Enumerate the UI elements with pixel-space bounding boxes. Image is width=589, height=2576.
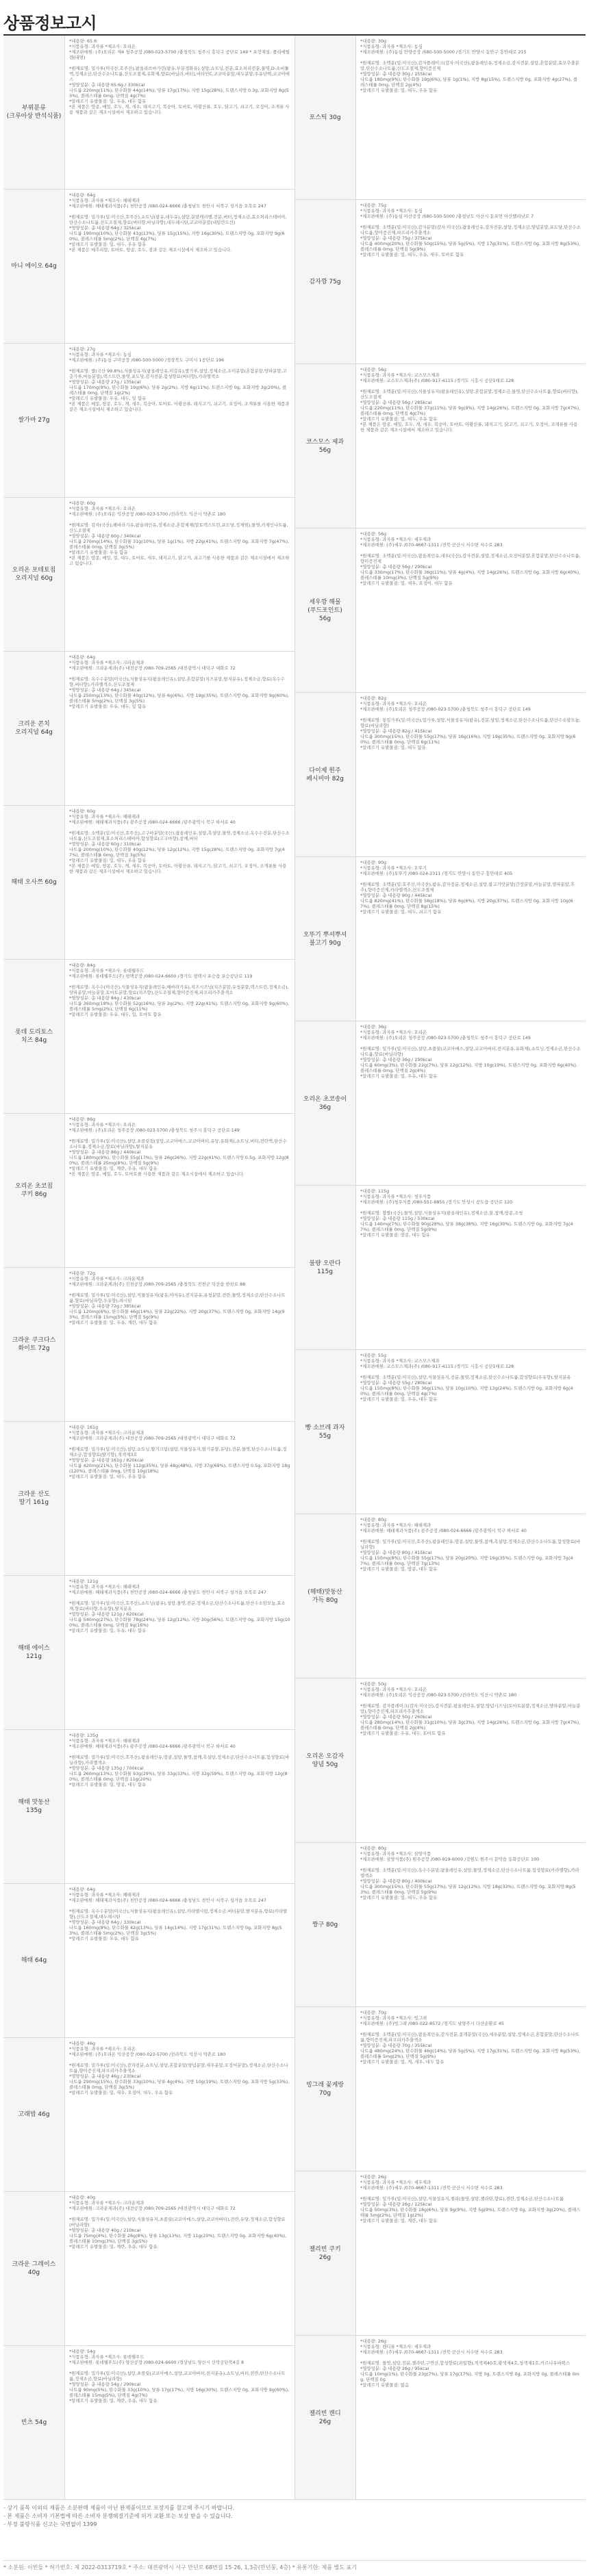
product-details: *내용량: 50g *식품유형: 과자류 *제조사: 오리온 *제조판매원: (주)오리온 익산공장 /080-023-5700 /전라북도 익산시 약촌로 180 *원재료명: 감자플레이크(감자:미국산),감자전분,팜올레인유,설탕,양념시즈닝(토마토분말,정제소금,양파분말,마늘분말),향미증진제,파프리카추출색소 *영양성분: 총 내용량 50g / 260kcal 나트륨 280mg(14%), 탄수화물 31g(10%), 당류 3g(3%), 지방 14g(26%), 트랜스지방 0g, 포화지방 7g(47%), 콜레스테롤 0mg, 단백질 2g(4%) *알레르기 유발물질: 우유, 대두, 토마토 함유 — [360, 1681, 581, 1736]
product-details: *내용량: 26g *식품유형: 캔디류 *제조사: 세우제과 *제조판매원: (주)세우 /070-4667-1311 /전북 군산시 서수면 서수로 283 *원재료명: 물엿,설탕,전분,젤라틴,구연산,합성향료(과일향),적색제40호,황색제4호,청색제1호,카르나우바왁스 *영양성분: 총 내용량 26g / 95kcal 나트륨 10mg(1%), 탄수화물 23g(7%), 당류 17g(17%), 지방 0g, 트랜스지방 0g, 포화지방 0g, 콜레스테롤 0mg, 단백질 0g *알레르기 유발물질: 없음 — [360, 2338, 579, 2388]
footer-info: * 소분원: 이빈들 * 허가번호: 제 2022-0313719호 * 주소: 대전광역시 서구 만년로 68번길 15-26, 1,3층(만년동, 4층) * 유통기한: 제품 별도 표기 — [3, 2560, 586, 2572]
product-info-table — [3, 36, 586, 2500]
product-name: 롯데 도리토스 치즈 84g — [3, 960, 65, 1113]
product-row — [294, 2007, 586, 2171]
product-details: *내용량: 80g *식품유형: 과자류 *제조사: 삼양식품 *제조판매원: 삼양식품(주) 원주공장 /080-919-6000 /강원도 원주시 문막읍 동화공단로 100 *원재료명: 소맥분(밀:미국산),옥수수분말,팜올레인유,설탕,물엿,정제소금,탄산수소나트륨,합성향료(카라멜향),카라멜색소 *영양성분: 총 내용량 80g / 400kcal 나트륨 300mg(15%), 탄수화물 55g(17%), 당류 12g(12%), 지방 18g(33%), 트랜스지방 0g, 포화지방 8g(53%), 콜레스테롤 0mg, 단백질 5g(9%) *알레르기 유발물질: 밀, 대두, 우유 함유 — [360, 1846, 579, 1900]
product-name: 오리온 초코송이 36g — [294, 1021, 356, 1185]
product-name: 빙그레 꽃게랑 70g — [294, 2007, 356, 2171]
notes-section — [3, 2504, 586, 2529]
product-name: 오리온 포테토칩 오리지널 60g — [3, 498, 65, 651]
product-row — [3, 2346, 294, 2500]
product-name: 오리온 오감자 양념 50g — [294, 1679, 356, 1842]
product-details: *내용량: 72g *식품유형: 과자류 *제조사: 크라운제과 *제조판매원: 크라운제과(주) 진천공장 /080-709-2565 /충청북도 진천군 덕산읍 한삼로 88 *원재료명: 밀가루(밀:미국산),설탕,식물성유지(팜유,야자유),전지분유,유청분말,전란,물엿,정제소금,탄산수소나트륨,향료(바닐라향,우유향),레시틴 *영양성분: 총 내용량 72g / 385kcal 나트륨 120mg(6%), 탄수화물 46g(14%), 당류 22g(22%), 지방 20g(37%), 트랜스지방 0g, 포화지방 14g(93%), 콜레스테롤 15mg(5%), 단백질 5g(9%) *알레르기 유발물질: 밀, 우유, 계란, 대두 함유 — [69, 1271, 286, 1325]
right-column — [294, 36, 586, 2500]
product-details: *내용량: 54g *식품유형: 과자류 *제조사: 롯데웰푸드 *제조판매원: 롯데웰푸드(주) 양산공장 /080-024-6600 /경상남도 양산시 산막공단북4길 8 *원재료명: 밀가루(밀:미국산),설탕,초콜릿(코코아매스,설탕,코코아버터,전지분유),쇼트닝,버터,전란,탄산수소나트륨,정제소금,향료(바닐라향) *영양성분: 총 내용량 54g / 290kcal 나트륨 90mg(5%), 탄수화물 33g(10%), 당류 17g(17%), 지방 16g(30%), 트랜스지방 0g, 포화지방 9g(60%), 콜레스테롤 15mg(5%), 단백질 4g(7%) *알레르기 유발물질: 밀, 계란, 우유, 대두 함유 — [69, 2349, 290, 2403]
product-row — [3, 1576, 294, 1730]
product-name: 해태 에이스 121g — [3, 1576, 65, 1729]
product-details: *내용량: 40g *식품유형: 과자류 *제조사: 크라운제과 *제조판매원: 크라운제과(주) 대전공장 /080-709-2565 /대전광역시 대덕구 대화로 72 *원재료명: 밀가루(밀:미국산),설탕,식물성유지,초콜릿(코코아매스,설탕,코코아버터),전란,유당,정제소금,합성향료(바닐라향) *영양성분: 총 내용량 40g / 210kcal 나트륨 75mg(4%), 탄수화물 26g(8%), 당류 13g(13%), 지방 11g(20%), 트랜스지방 0g, 포화지방 6g(40%), 콜레스테롤 10mg(3%), 단백질 3g(5%) *알레르기 유발물질: 밀, 계란, 우유, 대두 함유 — [69, 2195, 287, 2249]
product-details: *내용량: 60g *식품유형: 과자류 *제조사: 오리온 *제조판매원: (주)오리온 익산공장 /080-023-5700 /전라북도 익산시 약촌로 180 *원재료명: 감자(국산),해바라기유,팜올레인유,정제소금,혼합제제(말토덱스트린,포도당,정제염),물엿,카제인나트륨,산도조절제 *영양성분: 총 내용량 60g / 340kcal 나트륨 270mg(14%), 탄수화물 31g(10%), 당류 1g(1%), 지방 22g(41%), 트랜스지방 0g, 포화지방 7g(47%), 콜레스테롤 0mg, 단백질 3g(5%) *알레르기 유발물질: 우유 함유 *본 제품은 땅콩, 메밀, 밀, 대두, 토마토, 새우, 돼지고기, 닭고기, 쇠고기를 사용한 제품과 같은 제조시설에서 제조하고 있습니다. — [69, 500, 290, 566]
product-name: 세우깡 해물 (푸드포인트) 56g — [294, 528, 356, 692]
product-row — [3, 2192, 294, 2346]
product-details: *내용량: 75g *식품유형: 과자류 *제조사: 농심 *제조판매원: (주)농심 아산공장 /080-500-5000 /충청남도 아산시 둔포면 아산밸리남로 7 *원재료명: 소맥분(밀:미국산),감자분말(감자:미국산),팜올레인유,감자전분,설탕,정제소금,양념분말,포도당,탄산수소나트륨,향미증진제,파프리카추출색소 *영양성분: 총 내용량 75g / 375kcal 나트륨 400mg(20%), 탄수화물 50g(15%), 당류 5g(5%), 지방 17g(31%), 트랜스지방 0g, 포화지방 8g(53%), 콜레스테롤 0mg, 단백질 5g(9%) *알레르기 유발물질: 밀, 대두, 우유, 새우, 토마토 함유 — [360, 203, 581, 257]
column-divider — [294, 36, 295, 2500]
product-name: 해태 64g — [3, 1884, 65, 2037]
product-name: 쌀가마 27g — [3, 344, 65, 497]
product-details: *내용량: 65.6 *식품유형: 과자류 *제조사: 오리온 *제조판매원: (주)오리온 제4 청주공장 /080-023-5700 /충청북도 청주시 흥덕구 공단로 149 * 포장재질: 폴리에틸렌(내면) *원재료명: 밀가루(미국산,호주산),팜올리브마가린(팜유,부분경화유),설탕,쇼트닝,전분,효소처리전분,물엿,D-소비톨액,정제소금,탄산수소나트륨,산도조절제,유화제,향료(바닐라,버터),비타민C,코코아분말,대두분말,우유단백,코코아매스 *영양성분: 총 내용량 65.6g / 330kcal 나트륨 220mg(11%), 탄수화물 44g(14%), 당류 17g(17%), 지방 15g(28%), 트랜스지방 0.3g, 포화지방 8g(53%), 콜레스테롤 0mg, 단백질 4g(7%) *알레르기 유발물질: 밀, 우유, 대두 함유 *본 제품은 땅콩, 메밀, 호두, 게, 새우, 돼지고기, 복숭아, 토마토, 아황산류, 호두, 닭고기, 쇠고기, 오징어, 조개류 사용 제품과 같은 제조시설에서 제조하고 있습니다. — [69, 38, 290, 115]
product-row — [3, 1884, 294, 2038]
product-name: 마니 에이오 64g — [3, 190, 65, 343]
product-name: 부위분류 (크루아상 반석식품) — [3, 36, 65, 189]
product-row — [3, 1114, 294, 1268]
product-details: *내용량: 80g *식품유형: 과자류 *제조사: 해태제과 *제조판매원: 해태제과식품(주) 광주공장 /080-024-6666 /광주광역시 북구 하서로 40 *원재료명: 밀가루(밀:미국산,호주산),팜올레인유,땅콩,설탕,물엿,참깨,흑설탕,정제소금,탄산수소나트륨,합성향료(바닐라향) *영양성분: 총 내용량 80g / 415kcal 나트륨 150mg(8%), 탄수화물 55g(17%), 당류 20g(20%), 지방 19g(35%), 트랜스지방 0g, 포화지방 7g(47%), 콜레스테롤 0mg, 단백질 7g(13%) *알레르기 유발물질: 밀, 땅콩, 대두 함유 — [360, 1517, 581, 1572]
product-name: (해태)맛동산 가득 80g — [294, 1514, 356, 1678]
product-row — [3, 960, 294, 1114]
product-name: 고래밥 46g — [3, 2038, 65, 2191]
product-details: *내용량: 64g *식품유형: 과자류 *제조사: 크라운제과 *제조판매원: 크라운제과(주) 대전공장 /080-709-2565 /대전광역시 대덕구 대화로 72 *원재료명: 옥수수분말(미국산),식물성유지(팜올레인유),설탕,혼합분말(치즈분말,탈지분유),정제소금,향료(옥수수향,버터향),카라멜색소,산도조절제 *영양성분: 총 내용량 64g / 345kcal 나트륨 250mg(13%), 탄수화물 40g(12%), 당류 6g(6%), 지방 19g(35%), 트랜스지방 0g, 포화지방 9g(60%), 콜레스테롤 5mg(2%), 단백질 3g(5%) *알레르기 유발물질: 우유, 대두, 밀 함유 — [69, 654, 290, 709]
product-details: *내용량: 55g *식품유형: 과자류 *제조사: 코스모스제과 *제조판매원: 코스모스제과(주) /080-917-4115 /경기도 시흥시 공단1대로 128 *원재료명: 소맥분(밀:미국산),설탕,식물성유지,전분,물엿,정제소금,탄산수소나트륨,합성향료(우유향),탈지분유 *영양성분: 총 내용량 55g / 280kcal 나트륨 150mg(8%), 탄수화물 36g(11%), 당류 10g(10%), 지방 13g(24%), 트랜스지방 0g, 포화지방 6g(40%), 콜레스테롤 0mg, 단백질 4g(7%) *알레르기 유발물질: 밀, 우유, 대두 함유 — [360, 1353, 573, 1402]
product-row — [294, 1021, 586, 1186]
product-details: *내용량: 64g *식품유형: 과자류 *제조사: 해태제과 *제조판매원: 해태제과식품(주) 천안공장 /080-024-6666 /충청남도 천안시 서북구 성거읍 오목로 247 *원재료명: 밀가루(밀:미국산,호주산),쇼트닝(팜유,대두유),설탕,분말캐러멜,전분,버터,정제소금,효소처리스테비아,탄산수소나트륨,산도조절제,향료(버터향,바닐라향),대두레시틴,코코아분말(네덜란드산) *영양성분: 총 내용량 64g / 325kcal 나트륨 190mg(10%), 탄수화물 41g(13%), 당류 15g(15%), 지방 16g(30%), 트랜스지방 0g, 포화지방 9g(60%), 콜레스테롤 5mg(2%), 단백질 4g(7%) *알레르기 유발물질: 밀, 대두, 우유 함유 *본 제품은 메추리알, 토마토, 땅콩, 호두, 잣과 같은 제조시설에서 제조하고 있습니다. — [69, 192, 287, 253]
product-details: *내용량: 46g *식품유형: 과자류 *제조사: 오리온 *제조판매원: (주)오리온 익산공장 /080-023-5700 /전라북도 익산시 약촌로 180 *원재료명: 밀가루(밀:미국산),감자전분,쇼트닝,설탕,혼합분말(양념분말,새우분말,오징어분말),정제소금,탄산수소나트륨,향미증진제,파프리카추출색소 *영양성분: 총 내용량 46g / 230kcal 나트륨 290mg(15%), 탄수화물 33g(10%), 당류 4g(4%), 지방 10g(19%), 트랜스지방 0g, 포화지방 5g(33%), 콜레스테롤 0mg, 단백질 3g(5%) *알레르기 유발물질: 밀, 새우, 오징어, 대두, 우유 함유 — [69, 2041, 290, 2095]
product-details: *내용량: 115g *식품유형: 과자류 *제조사: 청우식품 *제조판매원: (주)청우식품 /080-551-8855 /경기도 안성시 공도읍 공단로 120 *원재료명: 찹쌀(국산),물엿,설탕,식물성유지(팜올레인유),정제소금,꿀,참깨,땅콩,조청 *영양성분: 총 내용량 115g / 530kcal 나트륨 140mg(7%), 탄수화물 90g(28%), 당류 38g(38%), 지방 16g(30%), 트랜스지방 0g, 포화지방 7g(47%), 콜레스테롤 0mg, 단백질 5g(9%) *알레르기 유발물질: 땅콩, 대두 함유 — [360, 1188, 573, 1238]
product-row — [3, 652, 294, 806]
product-row — [294, 2171, 586, 2336]
product-row — [294, 693, 586, 857]
product-row — [294, 364, 586, 528]
product-row — [3, 190, 294, 344]
left-column — [3, 36, 294, 2500]
product-name: 젤리빈 쿠키 26g — [294, 2171, 356, 2335]
product-name: 젤리빈 캔디 26g — [294, 2336, 356, 2499]
product-details: *내용량: 30g *식품유형: 과자류 *제조사: 농심 *제조판매원: (주)농심 안양공장 /080-500-5000 /경기도 안양시 동안구 흥안대로 215 *원재료명: 소맥분(밀:미국산),감자플레이크(감자:미국산),팜올레인유,정제소금,감자전분,설탕,혼합분말,효모추출분말,탄산수소나트륨,산도조절제,향미증진제 *영양성분: 총 내용량 30g / 155kcal 나트륨 180mg(9%), 탄수화물 19g(6%), 당류 1g(1%), 지방 8g(15%), 트랜스지방 0g, 포화지방 4g(27%), 콜레스테롤 0mg, 단백질 2g(4%) *알레르기 유발물질: 밀, 대두, 우유 함유 — [360, 38, 579, 93]
product-row — [3, 36, 294, 190]
product-name: 크라운 쿠크다스 화이트 72g — [3, 1268, 65, 1421]
product-row — [3, 1422, 294, 1576]
product-name: 크라운 그레이스 40g — [3, 2192, 65, 2345]
product-row — [294, 1186, 586, 1350]
page-title: 상품정보고시 — [3, 14, 97, 33]
product-name: 해태 맛동산 135g — [3, 1730, 65, 1883]
product-details: *내용량: 70g *식품유형: 과자류 *제조사: 빙그레 *제조판매원: (주)빙그레 /080-022-8572 /경기도 남양주시 다산순환로 45 *원재료명: 소맥분(밀:미국산),팜올레인유,감자전분,꽃게분말(국산),새우분말,설탕,정제소금,혼합분말,탄산수소나트륨,향미증진제,파프리카추출색소 *영양성분: 총 내용량 70g / 355kcal 나트륨 480mg(24%), 탄수화물 46g(14%), 당류 5g(5%), 지방 17g(31%), 트랜스지방 0g, 포화지방 8g(53%), 콜레스테롤 5mg(2%), 단백질 5g(9%) *알레르기 유발물질: 밀, 게, 새우, 대두 함유 — [360, 2010, 581, 2065]
product-row — [294, 200, 586, 364]
product-name: 포스틱 30g — [294, 36, 356, 199]
note-line: - 상기 품목 이외의 제품은 소분판매 제품이 아닌 완제품이므로 포장지를 참고해 주시기 바랍니다. — [3, 2505, 235, 2511]
product-row — [294, 1350, 586, 1514]
product-name: 오리온 초코칩 쿠키 86g — [3, 1114, 65, 1267]
product-name: 빈츠 54g — [3, 2346, 65, 2499]
product-details: *내용량: 86g *식품유형: 과자류 *제조사: 오리온 *제조판매원: (주)오리온 청주공장 /080-023-5700 /충청북도 청주시 흥덕구 공단로 149 *원재료명: 밀가루(밀:미국산),설탕,초콜릿칩(설탕,코코아매스,코코아버터,유당,유화제),쇼트닝,버터,전란액,탄산수소나트륨,정제소금,향료(바닐라향),탈지분유 *영양성분: 총 내용량 86g / 440kcal 나트륨 180mg(9%), 탄수화물 55g(17%), 당류 26g(26%), 지방 22g(41%), 트랜스지방 0.5g, 포화지방 12g(80%), 콜레스테롤 25mg(8%), 단백질 5g(9%) *알레르기 유발물질: 밀, 계란, 우유, 대두 함유 *본 제품은 땅콩, 메밀, 호두, 토마토를 사용한 제품과 같은 제조시설에서 제조하고 있습니다. — [69, 1117, 289, 1177]
product-details: *내용량: 82g *식품유형: 과자류 *제조사: 오리온 *제조판매원: (주)오리온 청주공장 /080-023-5700 /충청북도 청주시 흥덕구 공단로 149 *원재료명: 통밀가루(밀:미국산),밀가루,설탕,식물성유지(팜유),전분,당밀,정제소금,탄산수소나트륨,탄산수소암모늄,향료(바닐라향) *영양성분: 총 내용량 82g / 415kcal 나트륨 300mg(15%), 탄수화물 55g(17%), 당류 16g(16%), 지방 19g(35%), 트랜스지방 0g, 포화지방 9g(60%), 콜레스테롤 0mg, 단백질 6g(11%) *알레르기 유발물질: 밀, 대두 함유 — [360, 696, 581, 750]
product-row — [294, 2336, 586, 2500]
product-row — [294, 857, 586, 1021]
product-details: *내용량: 90g *식품유형: 과자류 *제조사: 오뚜기 *제조판매원: (주)오뚜기 /080-024-2311 /경기도 안양시 동안구 흥안대로 405 *원재료명: 소맥분(밀:호주산,미국산),팜유,감자전분,정제소금,설탕,불고기맛분말(간장분말,마늘분말,양파분말,후추),향미증진제,카라멜색소,산도조절제 *영양성분: 총 내용량 90g / 445kcal 나트륨 820mg(41%), 탄수화물 58g(18%), 당류 6g(6%), 지방 20g(37%), 트랜스지방 0g, 포화지방 10g(67%), 콜레스테롤 0mg, 단백질 8g(15%) *알레르기 유발물질: 밀, 대두, 쇠고기 함유 — [360, 860, 575, 915]
product-row — [294, 528, 586, 693]
product-row — [3, 806, 294, 960]
product-row — [3, 498, 294, 652]
product-row — [294, 1679, 586, 1843]
product-details: *내용량: 56g *식품유형: 과자류 *제조사: 세우제과 *제조판매원: (주)세우 /070-4667-1311 /전북 군산시 서수면 서수로 283 *원재료명: 소맥분(밀:미국산),팜올레인유,새우(국산),감자전분,설탕,정제소금,오징어분말,혼합분말,탄산수소나트륨,향미증진제 *영양성분: 총 내용량 56g / 290kcal 나트륨 330mg(17%), 탄수화물 36g(11%), 당류 4g(4%), 지방 14g(26%), 트랜스지방 0g, 포화지방 6g(40%), 콜레스테롤 10mg(3%), 단백질 5g(9%) *알레르기 유발물질: 밀, 새우, 오징어, 대두 함유 — [360, 531, 581, 586]
product-name: 크라운 산도 딸기 161g — [3, 1422, 65, 1575]
product-name: 코스모스 제과 56g — [294, 364, 356, 528]
note-line: - 부정 불량식품 신고는 국번없이 1399 — [3, 2521, 97, 2527]
product-row — [294, 36, 586, 200]
product-row — [3, 1730, 294, 1884]
product-name: 크리운 콘치 오리지널 64g — [3, 652, 65, 805]
product-details: *내용량: 135g *식품유형: 과자류 *제조사: 해태제과 *제조판매원: 해태제과식품(주) 광주공장 /080-024-6666 /광주광역시 북구 하서로 40 *원재료명: 밀가루(밀:미국산,호주산),팜올레인유,땅콩,설탕,물엿,참깨,흑설탕,정제소금,탄산수소나트륨,합성향료(바닐라향),카라멜색소 *영양성분: 총 내용량 135g / 700kcal 나트륨 260mg(13%), 탄수화물 93g(29%), 당류 33g(33%), 지방 32g(59%), 트랜스지방 0g, 포화지방 12g(80%), 콜레스테롤 0mg, 단백질 11g(20%) *알레르기 유발물질: 밀, 땅콩, 대두 함유 — [69, 1733, 290, 1787]
product-row — [294, 1514, 586, 1679]
product-name: 짱구 80g — [294, 1843, 356, 2006]
product-row — [3, 344, 294, 498]
product-name: 빵 소브레 과자 55g — [294, 1350, 356, 1514]
product-name: 해태 오사쯔 60g — [3, 806, 65, 959]
product-details: *내용량: 27g *식품유형: 과자류 *제조사: 농심 *제조판매원: (주)농심 구미공장 /080-500-5000 /경상북도 구미시 1공단로 196 *원재료명: 쌀(국산 99.8%),식물성유지(팜올레인유,미강유),쌀가루,설탕,정제소금,조미분말(혼합분말,양파분말,고춧가루,마늘분말),덱스트린,물엿,포도당,감자전분,합성향료(버터향),카라멜색소 *영양성분: 총 내용량 27g / 135kcal 나트륨 170mg(9%), 탄수화물 19g(6%), 당류 2g(2%), 지방 6g(11%), 트랜스지방 0g, 포화지방 3g(20%), 콜레스테롤 0mg, 단백질 1g(2%) *알레르기 유발물질: 우유, 대두, 밀 함유 *본 제품은 메밀, 땅콩, 호두, 게, 새우, 복숭아, 토마토, 아황산류, 돼지고기, 쇠고기, 오징어, 조개류를 사용한 제품과 같은 제조시설에서 제조하고 있습니다. — [69, 346, 290, 412]
product-details: *내용량: 56g *식품유형: 과자류 *제조사: 코스모스제과 *제조판매원: 코스모스제과(주) /080-917-4115 /경기도 시흥시 공단1대로 128 *원재료명: 소맥분(밀:미국산),식물성유지(팜올레인유),설탕,혼합분말,정제소금,물엿,탄산수소나트륨,향료(버터향),산도조절제 *영양성분: 총 내용량 56g / 285kcal 나트륨 220mg(11%), 탄수화물 37g(11%), 당류 9g(9%), 지방 14g(26%), 트랜스지방 0g, 포화지방 7g(47%), 콜레스테롤 0mg, 단백질 4g(7%) *알레르기 유발물질: 밀, 대두, 우유 함유 *본 제품은 땅콩, 메밀, 호두, 게, 새우, 복숭아, 토마토, 아황산류, 돼지고기, 닭고기, 쇠고기, 오징어, 조개류를 사용한 제품과 같은 제조시설에서 제조하고 있습니다. — [360, 367, 581, 433]
product-name: 감자깡 75g — [294, 200, 356, 364]
product-details: *내용량: 121g *식품유형: 과자류 *제조사: 해태제과 *제조판매원: 해태제과식품(주) 천안공장 /080-024-6666 /충청남도 천안시 서북구 성거읍 오목로 247 *원재료명: 밀가루(밀:미국산,호주산),쇼트닝(팜유),설탕,물엿,전분,정제소금,탄산수소나트륨,탄산수소암모늄,효소제,향료(버터향,우유향),탈지분유 *영양성분: 총 내용량 121g / 620kcal 나트륨 540mg(27%), 탄수화물 78g(24%), 당류 12g(12%), 지방 30g(56%), 트랜스지방 0g, 포화지방 15g(100%), 콜레스테롤 0mg, 단백질 9g(16%) *알레르기 유발물질: 밀, 우유, 대두 함유 — [69, 1579, 290, 1633]
product-name: 다이제 원주 페시비아 82g — [294, 693, 356, 856]
product-row — [294, 1843, 586, 2007]
product-name: 불량 오란다 115g — [294, 1186, 356, 1349]
product-name: 오뚜기 뿌셔뿌셔 불고기 90g — [294, 857, 356, 1021]
product-details: *내용량: 161g *식품유형: 과자류 *제조사: 크라운제과 *제조판매원: 크라운제과(주) 대전공장 /080-709-2565 /대전광역시 대덕구 대화로 72 *원재료명: 밀가루(밀:미국산),설탕,쇼트닝,딸기크림(설탕,식물성유지,딸기분말,유당),전분,물엿,탄산수소나트륨,정제소금,합성향료(딸기향),적색제3호 *영양성분: 총 내용량 161g / 820kcal 나트륨 420mg(21%), 탄수화물 112g(35%), 당류 48g(48%), 지방 37g(69%), 트랜스지방 0.5g, 포화지방 18g(120%), 콜레스테롤 0mg, 단백질 10g(18%) *알레르기 유발물질: 밀, 대두, 우유 함유 — [69, 1425, 290, 1479]
product-row — [3, 1268, 294, 1422]
product-details: *내용량: 64g *식품유형: 과자류 *제조사: 해태제과 *제조판매원: 해태제과식품(주) 천안공장 /080-024-6666 /충청남도 천안시 서북구 성거읍 오목로 247 *원재료명: 옥수수분말(미국산),식물성유지(팜올레인유),설탕,카라멜시럽,정제소금,버터분말,탈지분유,향료(카라멜향),산도조절제,대두레시틴 *영양성분: 총 내용량 64g / 330kcal 나트륨 160mg(8%), 탄수화물 42g(13%), 당류 14g(14%), 지방 17g(31%), 트랜스지방 0g, 포화지방 8g(53%), 콜레스테롤 5mg(2%), 단백질 3g(5%) *알레르기 유발물질: 우유, 대두 함유 — [69, 1887, 288, 1941]
product-details: *내용량: 84g *식품유형: 과자류 *제조사: 롯데웰푸드 *제조판매원: 롯데웰푸드(주) 평택공장 /080-024-6600 /경기도 평택시 포승읍 포승공단로 119 *원재료명: 옥수수(미국산),식물성유지(팜올레인유,해바라기유),치즈시즈닝(치즈분말,유청분말,덱스트린,정제소금),양파분말,마늘분말,토마토분말,향료(치즈향),산도조절제,향미증진제,파프리카추출색소 *영양성분: 총 내용량 84g / 430kcal 나트륨 360mg(18%), 탄수화물 52g(16%), 당류 2g(2%), 지방 22g(41%), 트랜스지방 0g, 포화지방 9g(60%), 콜레스테롤 5mg(2%), 단백질 6g(11%) *알레르기 유발물질: 우유, 대두, 밀, 토마토 함유 — [69, 962, 290, 1017]
product-details: *내용량: 60g *식품유형: 과자류 *제조사: 해태제과 *제조판매원: 해태제과식품(주) 광주공장 /080-024-6666 /광주광역시 북구 하서로 40 *원재료명: 소맥분(밀:미국산,호주산),고구마분말(국산),팜올레인유,설탕,흑설탕,물엿,정제소금,옥수수전분,탄산수소나트륨,산도조절제,효소처리스테비아,합성향료(고구마향),참깨,버터 *영양성분: 총 내용량 60g / 310kcal 나트륨 200mg(10%), 탄수화물 40g(12%), 당류 12g(12%), 지방 15g(28%), 트랜스지방 0g, 포화지방 7g(47%), 콜레스테롤 0mg, 단백질 3g(5%) *알레르기 유발물질: 밀, 대두, 우유 함유 *본 제품은 메밀, 땅콩, 호두, 게, 새우, 복숭아, 토마토, 아황산류, 돼지고기, 닭고기, 쇠고기, 오징어, 조개류를 사용한 제품과 같은 제조시설에서 제조하고 있습니다. — [69, 808, 290, 874]
note-line: - 본 제품은 소비자 기본법에 따른 소비자 분쟁해결기준에 의거 교환 또는 보상 받을 수 있습니다. — [3, 2513, 233, 2519]
product-row — [3, 2038, 294, 2192]
product-details: *내용량: 26g *식품유형: 과자류 *제조사: 세우제과 *제조판매원: (주)세우 /070-4667-1311 /전북 군산시 서수면 서수로 283 *원재료명: 밀가루(밀:미국산),설탕,식물성유지,젤리(물엿,설탕,젤라틴,향료),전란,정제소금,탄산수소나트륨 *영양성분: 총 내용량 26g / 125kcal 나트륨 50mg(3%), 탄수화물 18g(6%), 당류 9g(9%), 지방 5g(9%), 트랜스지방 0g, 포화지방 3g(20%), 콜레스테롤 5mg(2%), 단백질 1g(2%) *알레르기 유발물질: 밀, 계란, 대두 함유 — [360, 2174, 581, 2223]
product-details: *내용량: 36g *식품유형: 과자류 *제조사: 오리온 *제조판매원: (주)오리온 청주공장 /080-023-5700 /충청북도 청주시 흥덕구 공단로 149 *원재료명: 밀가루(밀:미국산),설탕,초콜릿(코코아매스,설탕,코코아버터,전지분유,유화제),쇼트닝,정제소금,탄산수소나트륨,향료(바닐라향) *영양성분: 총 내용량 36g / 190kcal 나트륨 60mg(3%), 탄수화물 22g(7%), 당류 12g(12%), 지방 10g(19%), 트랜스지방 0g, 포화지방 6g(40%), 콜레스테롤 0mg, 단백질 2g(4%) *알레르기 유발물질: 밀, 우유, 대두 함유 — [360, 1024, 581, 1079]
